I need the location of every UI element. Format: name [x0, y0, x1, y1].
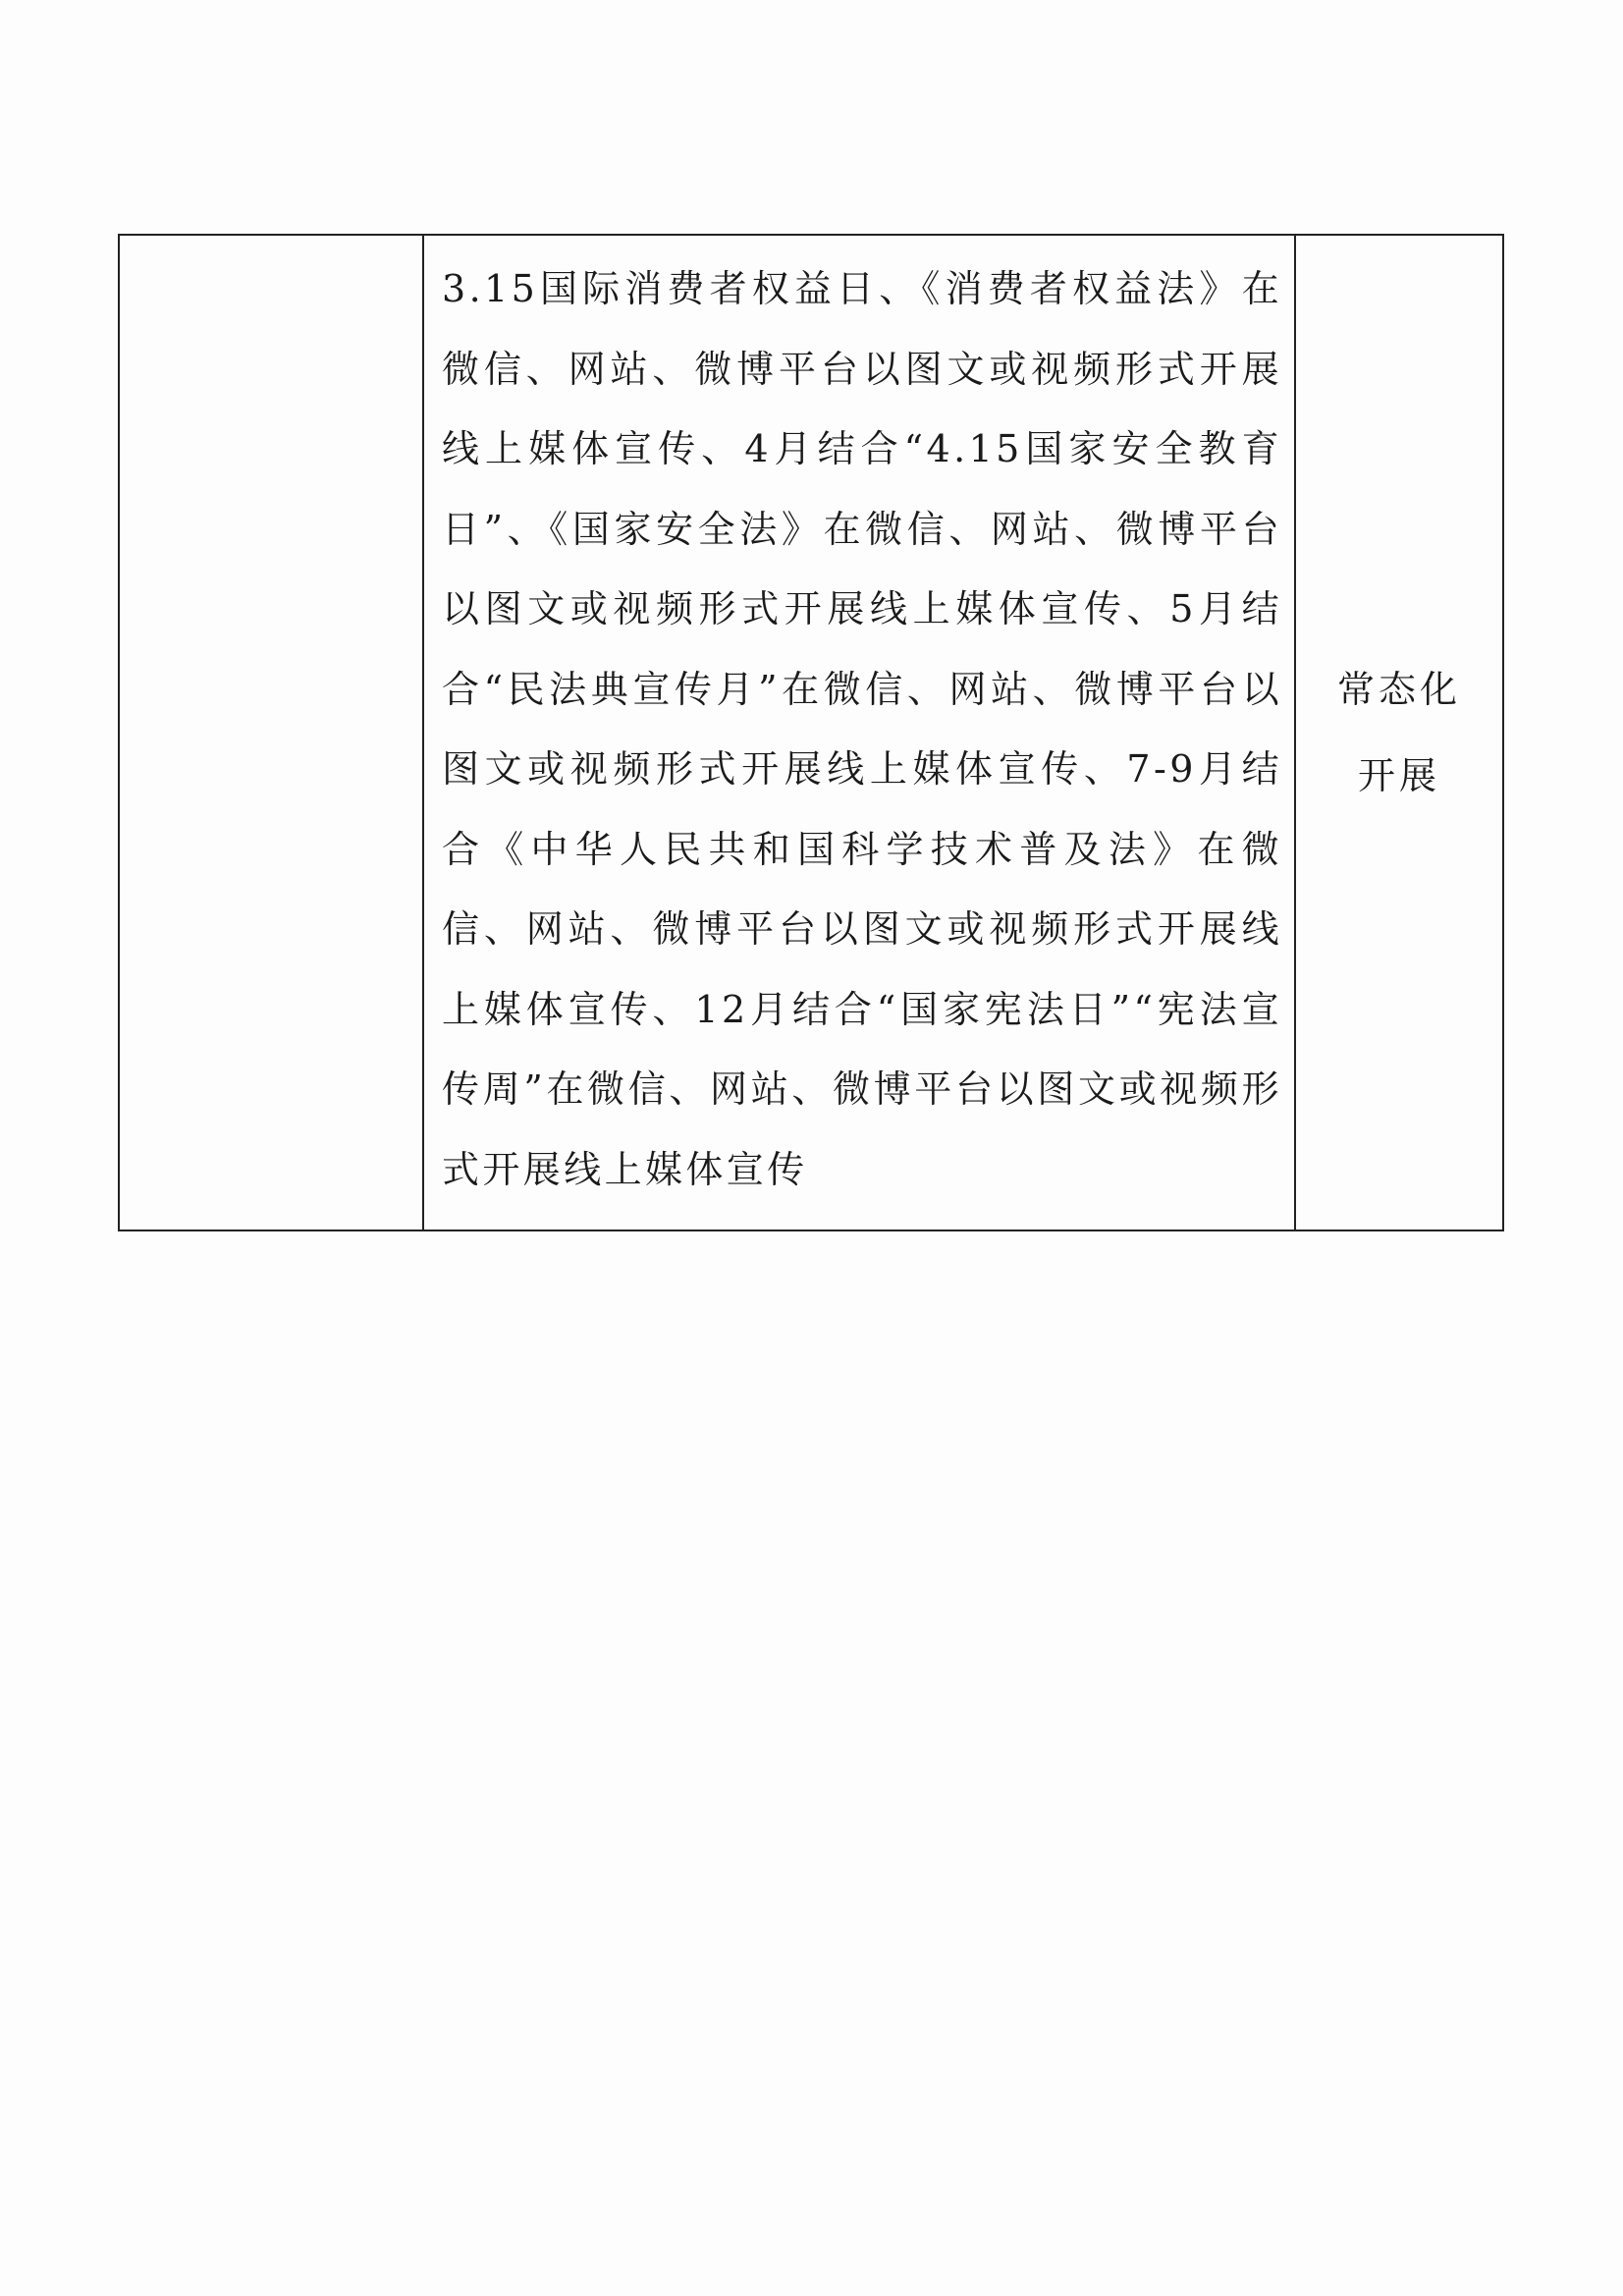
content-text: 3.15国际消费者权益日、《消费者权益法》在微信、网站、微博平台以图文或视频形式开展线上媒体宣传、4月结合“4.15国家安全教育日”、《国家安全法》在微信、网站、微博平台以图文或视频形式开展线上媒体宣传、5月结合“民法典宣传月”在微信、网站、微博平台以图文或视频形式开展线上媒体宣传、7-9月结合《中华人民共和国科学技术普及法》在微信、网站、微博平台以图文或视频形式开展线上媒体宣传、12月结合“国家宪法日”“宪法宣传周”在微信、网站、微博平台以图文或视频形式开展线上媒体宣传 — [442, 267, 1282, 1191]
category-cell — [119, 235, 423, 1230]
work-plan-table — [118, 234, 1504, 1231]
content-cell — [423, 235, 1295, 1230]
table-row — [119, 235, 1503, 1230]
timing-text-line-2: 开展 — [1357, 754, 1440, 797]
timing-text-line-1: 常态化 — [1336, 668, 1461, 711]
timing-cell — [1295, 235, 1503, 1230]
